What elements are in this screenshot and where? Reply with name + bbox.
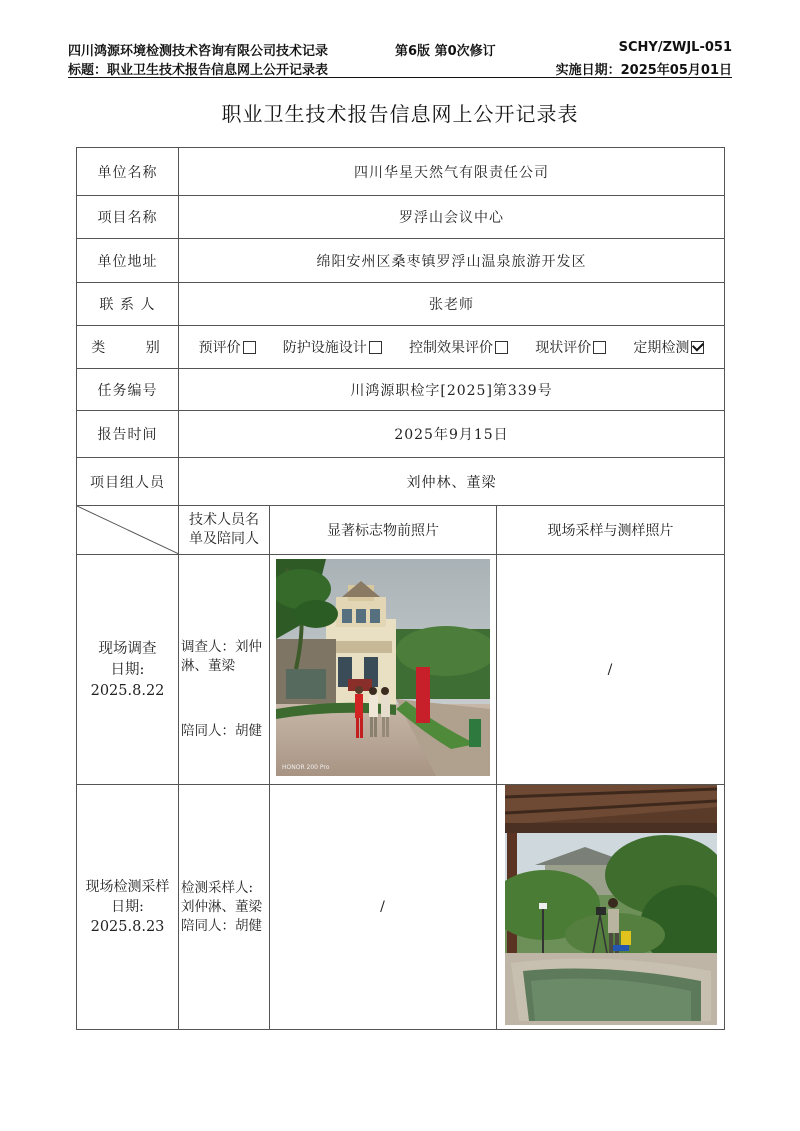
category-pre-evaluation[interactable]: 预评价: [199, 337, 256, 357]
value-unit-name: 四川华星天然气有限责任公司: [179, 148, 725, 196]
checkbox-icon: [369, 341, 382, 354]
survey-staff-cell: [179, 555, 270, 785]
row-task-number: [77, 369, 725, 411]
value-project-team: 刘仲林、董梁: [179, 458, 725, 506]
survey-companion: 陪同人：胡健: [181, 723, 262, 739]
diagonal-line: [77, 506, 179, 554]
label-report-time: 报告时间: [77, 411, 179, 458]
category-status-evaluation[interactable]: 现状评价: [535, 337, 606, 357]
version: 第6版 第0次修订: [395, 44, 496, 59]
sampling-companion: 陪同人：胡健: [181, 917, 262, 934]
row-category: [77, 326, 725, 369]
survey-sampling-photo-cell: /: [497, 555, 725, 785]
row-unit-address: [77, 239, 725, 283]
sampling-date: 2025.8.23: [90, 919, 165, 935]
category-periodic-testing[interactable]: 定期检测: [633, 337, 704, 357]
document-code: SCHY/ZWJL-051: [618, 40, 732, 55]
effective-date: 实施日期：2025年05月01日: [555, 63, 732, 78]
row-photo-header: [77, 506, 725, 555]
document-subject: 标题：职业卫生技术报告信息网上公开记录表: [68, 63, 329, 78]
label-project-name: 项目名称: [77, 196, 179, 239]
header-staff-col: 技术人员名单及陪同人: [179, 506, 270, 555]
category-control-effect[interactable]: 控制效果评价: [409, 337, 508, 357]
company-name: 四川鸿源环境检测技术咨询有限公司技术记录: [68, 44, 329, 59]
header-line-1: [68, 40, 732, 58]
sampling-date-cell: [77, 785, 179, 1030]
sampler-label: 检测采样人:: [181, 879, 254, 896]
sampling-date-label: 现场检测采样日期:: [85, 879, 170, 915]
checkbox-icon: [243, 341, 256, 354]
record-table: [76, 147, 725, 1030]
sampling-staff-cell: [179, 785, 270, 1030]
survey-investigator: 调查人：刘仲淋、董梁: [181, 639, 262, 674]
label-contact: 联 系 人: [77, 283, 179, 326]
survey-date-label: 现场调查日期:: [98, 640, 157, 678]
label-unit-name: 单位名称: [77, 148, 179, 196]
row-project-team: [77, 458, 725, 506]
label-category: 类 别: [77, 326, 179, 369]
sampling-landmark-photo-cell: /: [270, 785, 497, 1030]
header-rule: [68, 77, 732, 78]
row-project-name: [77, 196, 725, 239]
landmark-photo: [276, 559, 490, 776]
row-contact: [77, 283, 725, 326]
checkbox-icon: [593, 341, 606, 354]
value-task-number: 川鸿源职检字[2025]第339号: [179, 369, 725, 411]
page-title: 职业卫生技术报告信息网上公开记录表: [221, 102, 579, 126]
header-line-2: [68, 59, 732, 77]
label-task-number: 任务编号: [77, 369, 179, 411]
value-project-name: 罗浮山会议中心: [179, 196, 725, 239]
checkbox-checked-icon: [691, 341, 704, 354]
checkbox-icon: [495, 341, 508, 354]
row-unit-name: [77, 148, 725, 196]
row-survey: [77, 555, 725, 785]
diagonal-corner-cell: [77, 506, 179, 555]
landmark-photo-cell: [270, 555, 497, 785]
value-contact: 张老师: [179, 283, 725, 326]
sampler-names: 刘仲淋、董梁: [181, 898, 262, 915]
sampling-photo: [505, 785, 717, 1025]
label-unit-address: 单位地址: [77, 239, 179, 283]
survey-date-cell: [77, 555, 179, 785]
row-report-time: [77, 411, 725, 458]
value-category: [179, 326, 725, 369]
row-sampling: [77, 785, 725, 1030]
survey-date: 2025.8.22: [90, 682, 165, 699]
photo-caption: HONOR 200 Pro: [282, 764, 330, 771]
header-landmark-col: 显著标志物前照片: [270, 506, 497, 555]
label-project-team: 项目组人员: [77, 458, 179, 506]
value-report-time: 2025年9月15日: [179, 411, 725, 458]
header-sampling-col: 现场采样与测样照片: [497, 506, 725, 555]
sampling-photo-cell: [497, 785, 725, 1030]
category-protection-design[interactable]: 防护设施设计: [283, 337, 382, 357]
value-unit-address: 绵阳安州区桑枣镇罗浮山温泉旅游开发区: [179, 239, 725, 283]
